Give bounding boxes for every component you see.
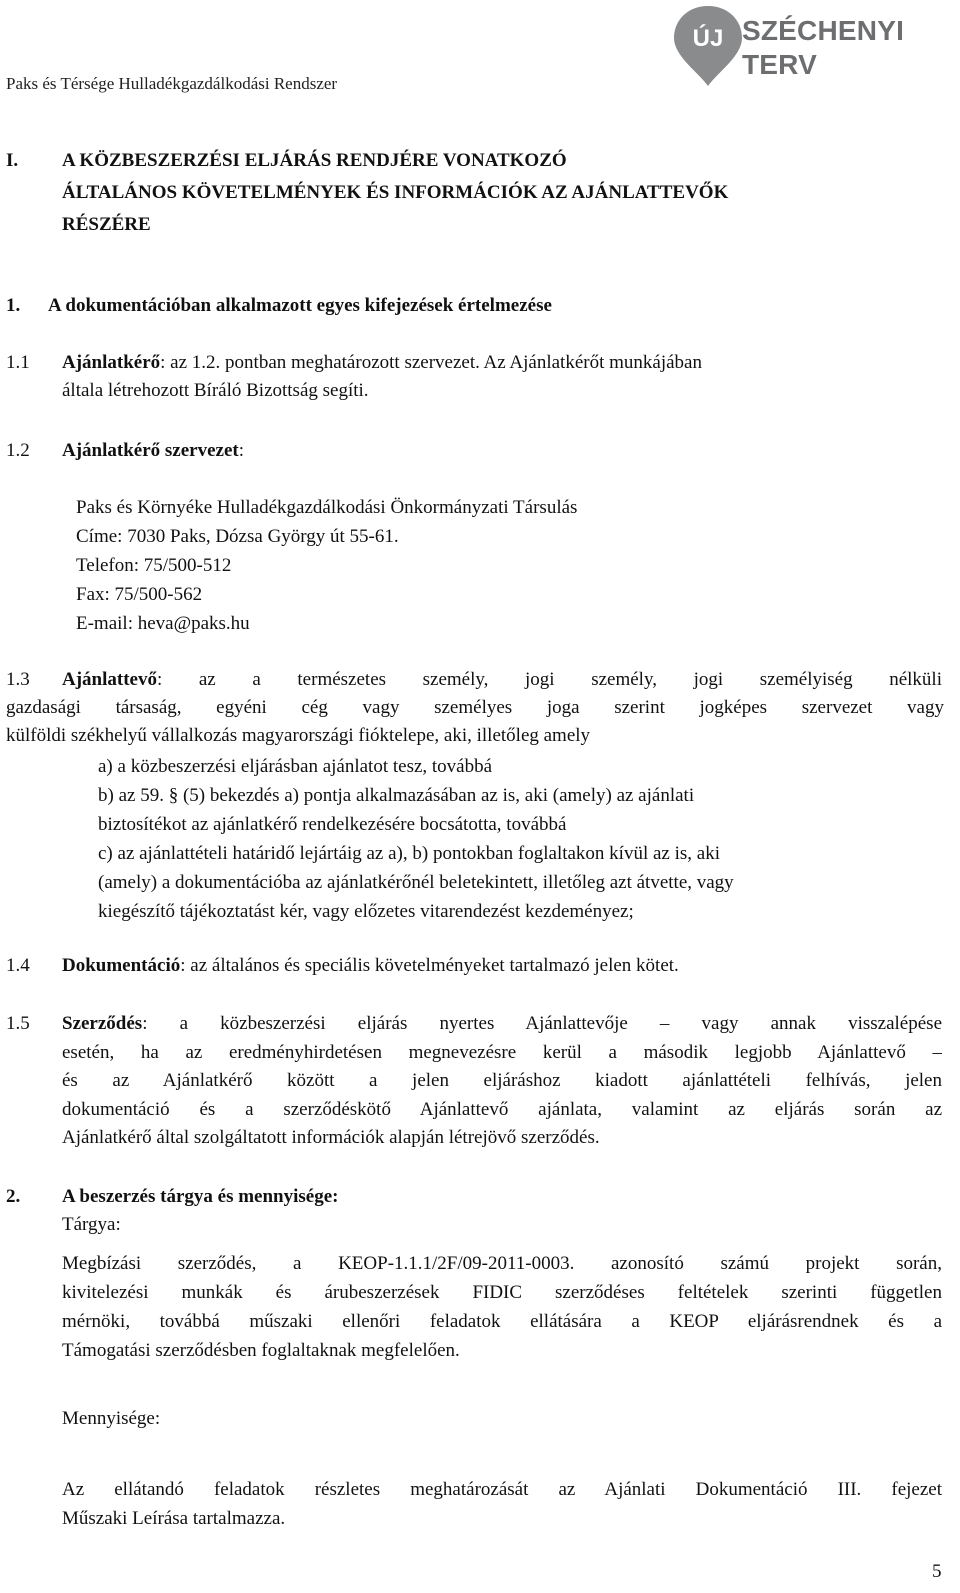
subsection-title: A dokumentációban alkalmazott egyes kifejezések értelmezése	[48, 295, 552, 316]
subject-line: Támogatási szerződésben foglaltaknak megfelelően.	[62, 1340, 460, 1361]
list-item: kiegészítő tájékoztatást kér, vagy előzetes vitarendezést kezdeményez;	[98, 901, 634, 922]
item-term: Ajánlatkérő szervezet	[62, 440, 239, 461]
item-text: Ajánlatkérő által szolgáltatott információk alapján létrejövő szerződés.	[62, 1127, 600, 1148]
item-text: : az általános és speciális követelményeket tartalmazó jelen kötet.	[180, 955, 679, 976]
item-text: : az 1.2. pontban meghatározott szervezet. Az Ajánlatkérőt munkájában	[160, 352, 702, 373]
org-address: Címe: 7030 Paks, Dózsa György út 55-61.	[76, 526, 399, 547]
item-colon: :	[238, 440, 245, 461]
section-number: I.	[6, 150, 19, 171]
item-text: külföldi székhelyű vállalkozás magyarországi fióktelepe, aki, illetőleg amely	[6, 725, 591, 746]
item-term: Ajánlatkérő	[62, 352, 161, 373]
item-1-4	[62, 952, 942, 980]
item-1-2	[62, 437, 942, 465]
list-item: biztosítékot az ajánlatkérő rendelkezésére bocsátotta, továbbá	[98, 814, 567, 835]
subject-line: Megbízási szerződés, a KEOP-1.1.1/2F/09-2011-0003. azonosító számú projekt során,	[62, 1253, 942, 1274]
item-term: Ajánlattevő	[62, 669, 157, 690]
item-text: általa létrehozott Bíráló Bizottság segíti.	[62, 380, 369, 401]
subject-line: mérnöki, továbbá műszaki ellenőri feladatok ellátására a KEOP eljárásrendnek és a	[62, 1311, 942, 1332]
item-text: és az Ajánlatkérő között a jelen eljáráshoz kiadott ajánlattételi felhívás, jelen	[62, 1070, 942, 1091]
org-name: Paks és Környéke Hulladékgazdálkodási Önkormányzati Társulás	[76, 497, 578, 518]
item-1-1	[62, 349, 942, 405]
item-text: gazdasági társaság, egyéni cég vagy személyes joga szerint jogképes szervezet vagy	[6, 697, 944, 718]
item-term: Szerződés	[62, 1013, 143, 1034]
section-number: 2.	[6, 1186, 21, 1207]
item-number: 1.4	[6, 955, 30, 976]
section-title	[62, 145, 942, 241]
list-item: (amely) a dokumentációba az ajánlatkérőnél beletekintett, illetőleg azt átvette, vagy	[98, 872, 734, 893]
uj-logo-icon	[668, 0, 748, 88]
subject-text	[62, 1249, 942, 1365]
list-item: a) a közbeszerzési eljárásban ajánlatot tesz, továbbá	[98, 756, 493, 777]
section-title-line: RÉSZÉRE	[62, 214, 151, 235]
subject-line: kivitelezési munkák és árubeszerzések FIDIC szerződéses feltételek szerinti független	[62, 1282, 942, 1303]
section-title: A beszerzés tárgya és mennyisége:	[62, 1186, 339, 1207]
item-term: Dokumentáció	[62, 955, 181, 976]
subsection-number: 1.	[6, 295, 21, 316]
item-text: : a közbeszerzési eljárás nyertes Ajánlattevője – vagy annak visszalépése	[142, 1013, 942, 1034]
section-title-line: A KÖZBESZERZÉSI ELJÁRÁS RENDJÉRE VONATKOZÓ	[62, 150, 567, 171]
org-phone: Telefon: 75/500-512	[76, 555, 232, 576]
quantity-line: Műszaki Leírása tartalmazza.	[62, 1508, 286, 1529]
org-contact-block	[76, 493, 577, 638]
org-email: E-mail: heva@paks.hu	[76, 613, 250, 634]
list-item: c) az ajánlattételi határidő lejártáig az a), b) pontokban foglaltakon kívül az is, aki	[98, 843, 720, 864]
quantity-text	[62, 1475, 942, 1533]
section-title-line: ÁLTALÁNOS KÖVETELMÉNYEK ÉS INFORMÁCIÓK AZ AJÁNLATTEVŐK	[62, 182, 729, 203]
item-number: 1.5	[6, 1013, 30, 1034]
logo-text: SZÉCHENYI TERV	[742, 15, 905, 80]
header-title: Paks és Térsége Hulladékgazdálkodási Rendszer	[6, 74, 338, 93]
item-1-5	[62, 1010, 942, 1153]
org-fax: Fax: 75/500-562	[76, 584, 203, 605]
item-text: : az a természetes személy, jogi személy, jogi személyiség nélküli	[156, 669, 942, 690]
item-number: 1.2	[6, 440, 30, 461]
list-item: b) az 59. § (5) bekezdés a) pontja alkalmazásában az is, aki (amely) az ajánlati	[98, 785, 695, 806]
item-number: 1.1	[6, 352, 30, 373]
logo-mark: ÚJ	[692, 25, 724, 52]
item-number: 1.3	[6, 669, 30, 690]
item-text: dokumentáció és a szerződéskötő Ajánlattevő ajánlata, valamint az eljárás során az	[62, 1098, 942, 1120]
item-1-3-body	[6, 694, 944, 750]
subject-label: Tárgya:	[62, 1214, 121, 1235]
quantity-label: Mennyisége:	[62, 1408, 161, 1429]
item-1-3-list	[98, 752, 944, 926]
quantity-line: Az ellátandó feladatok részletes meghatározását az Ajánlati Dokumentáció III. fejezet	[62, 1479, 942, 1500]
page-number: 5	[932, 1561, 942, 1582]
item-text: esetén, ha az eredményhirdetésen megnevezésre kerül a második legjobb Ajánlattevő –	[62, 1041, 942, 1063]
